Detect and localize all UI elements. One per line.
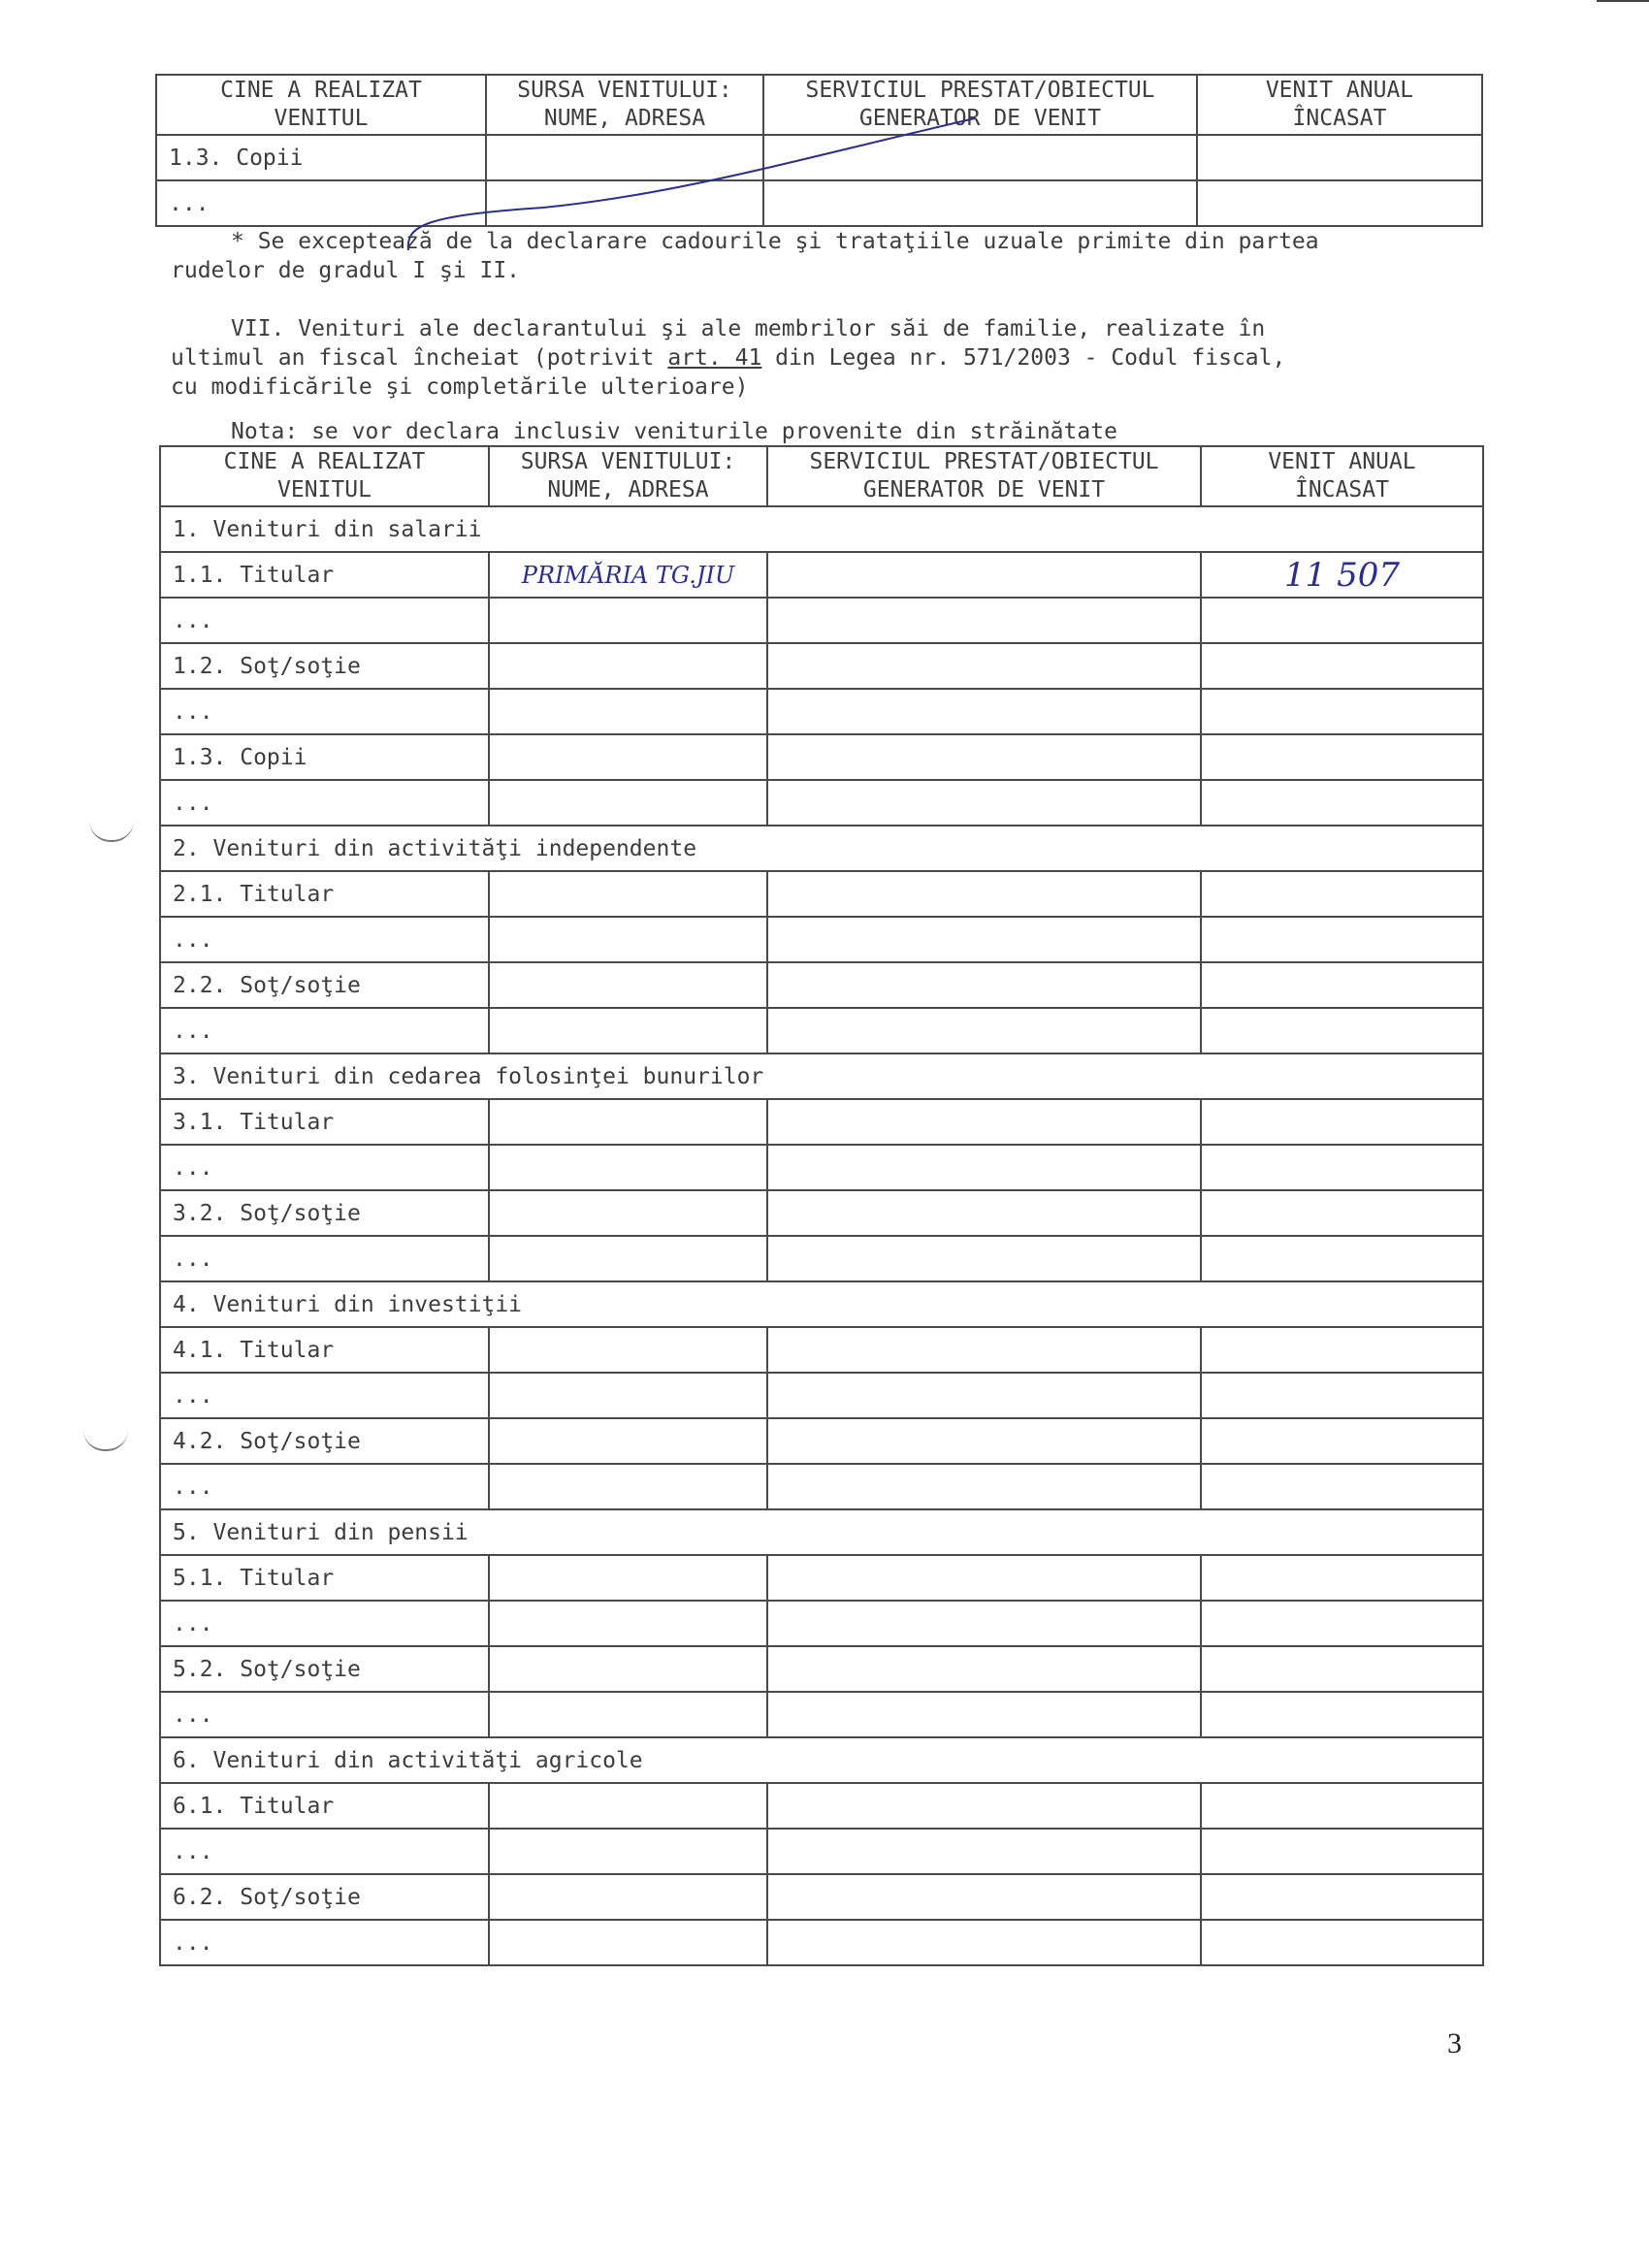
service-cell — [767, 1327, 1201, 1373]
source-cell — [489, 1418, 767, 1464]
section-text: din Legea nr. 571/2003 - Codul fiscal, — [775, 345, 1286, 371]
service-cell — [767, 1555, 1201, 1601]
source-cell — [489, 689, 767, 734]
table-row — [160, 734, 1483, 780]
source-cell — [489, 1874, 767, 1920]
row-label: 2.2. Soţ/soţie — [160, 962, 489, 1008]
row-label: 6.1. Titular — [160, 1783, 489, 1829]
service-cell — [767, 1190, 1201, 1236]
income-cell — [1201, 1464, 1483, 1509]
income-cell — [1201, 1783, 1483, 1829]
section-vii-line: cu modificările şi completările ulterioare) — [171, 374, 749, 400]
note-line: Nota: se vor declara inclusiv veniturile provenite din străinătate — [231, 419, 1117, 444]
income-table — [159, 445, 1484, 1966]
table-row — [160, 780, 1483, 826]
row-label: 1.1. Titular — [160, 552, 489, 598]
section-row — [160, 1053, 1483, 1099]
source-cell — [489, 1555, 767, 1601]
row-label: ... — [160, 1373, 489, 1418]
header-cell-who: CINE A REALIZAT VENITUL — [156, 75, 486, 135]
header-cell-source: SURSA VENITULUI: NUME, ADRESA — [486, 75, 763, 135]
row-label: ... — [160, 1920, 489, 1965]
section-title: 2. Venituri din activităţi independente — [160, 826, 1483, 871]
service-cell — [767, 598, 1201, 643]
section-row — [160, 506, 1483, 552]
income-cell — [1201, 962, 1483, 1008]
service-cell — [767, 1829, 1201, 1874]
income-cell — [1201, 643, 1483, 689]
service-cell — [767, 1373, 1201, 1418]
header-cell-income: VENIT ANUAL ÎNCASAT — [1201, 446, 1483, 506]
income-cell — [1201, 1418, 1483, 1464]
header-cell-who: CINE A REALIZAT VENITUL — [160, 446, 489, 506]
row-label: 1.3. Copii — [156, 135, 486, 180]
income-cell — [1201, 1920, 1483, 1965]
service-cell — [767, 1783, 1201, 1829]
source-cell — [489, 643, 767, 689]
source-cell — [489, 1920, 767, 1965]
income-cell — [1201, 1874, 1483, 1920]
source-cell — [489, 1829, 767, 1874]
row-label: 1.2. Soţ/soţie — [160, 643, 489, 689]
row-label: ... — [160, 1145, 489, 1190]
source-cell — [489, 734, 767, 780]
row-label: 6.2. Soţ/soţie — [160, 1874, 489, 1920]
income-cell — [1201, 1646, 1483, 1692]
service-cell — [767, 552, 1201, 598]
income-cell — [1201, 917, 1483, 962]
table-row — [160, 1646, 1483, 1692]
service-cell — [767, 1874, 1201, 1920]
table-row — [160, 1373, 1483, 1418]
table-row — [160, 1145, 1483, 1190]
row-label: 4.2. Soţ/soţie — [160, 1418, 489, 1464]
section-text: ultimul an fiscal încheiat (potrivit — [171, 345, 655, 371]
table-row — [160, 962, 1483, 1008]
service-cell — [767, 917, 1201, 962]
service-cell — [767, 1099, 1201, 1145]
service-cell — [767, 1008, 1201, 1053]
service-cell — [767, 1601, 1201, 1646]
row-label: 5.1. Titular — [160, 1555, 489, 1601]
section-title: 1. Venituri din salarii — [160, 506, 1483, 552]
table-row — [160, 871, 1483, 917]
section-title: 5. Venituri din pensii — [160, 1509, 1483, 1555]
table-row — [160, 1236, 1483, 1281]
section-title: 3. Venituri din cedarea folosinţei bunurilor — [160, 1053, 1483, 1099]
service-cell — [767, 871, 1201, 917]
service-cell — [767, 1646, 1201, 1692]
table-row — [160, 1874, 1483, 1920]
header-cell-service: SERVICIUL PRESTAT/OBIECTUL GENERATOR DE VENIT — [763, 75, 1197, 135]
section-number: VII. — [231, 316, 285, 341]
income-cell — [1201, 1555, 1483, 1601]
header-cell-source: SURSA VENITULUI: NUME, ADRESA — [489, 446, 767, 506]
table-row — [160, 1555, 1483, 1601]
service-cell — [767, 1145, 1201, 1190]
income-cell — [1201, 871, 1483, 917]
source-cell — [489, 1601, 767, 1646]
table-row — [160, 598, 1483, 643]
service-cell — [767, 734, 1201, 780]
income-cell — [1201, 1601, 1483, 1646]
source-cell — [489, 598, 767, 643]
row-label: 3.2. Soţ/soţie — [160, 1190, 489, 1236]
header-cell-income: VENIT ANUAL ÎNCASAT — [1197, 75, 1482, 135]
income-cell — [1201, 1008, 1483, 1053]
section-row — [160, 1281, 1483, 1327]
income-cell — [1201, 1327, 1483, 1373]
income-cell — [1201, 689, 1483, 734]
row-label: ... — [160, 917, 489, 962]
service-cell — [767, 643, 1201, 689]
source-cell — [489, 1646, 767, 1692]
section-title: 6. Venituri din activităţi agricole — [160, 1737, 1483, 1783]
row-label: ... — [160, 1692, 489, 1737]
section-row — [160, 1737, 1483, 1783]
source-cell — [489, 962, 767, 1008]
table-row — [160, 1783, 1483, 1829]
section-row — [160, 826, 1483, 871]
row-label: 3.1. Titular — [160, 1099, 489, 1145]
service-cell — [767, 1464, 1201, 1509]
table-row — [160, 689, 1483, 734]
footnote-line: rudelor de gradul I şi II. — [171, 258, 521, 283]
row-label: ... — [160, 1829, 489, 1874]
income-cell — [1201, 1692, 1483, 1737]
section-title: 4. Venituri din investiţii — [160, 1281, 1483, 1327]
income-handwritten-cell: 11 507 — [1201, 552, 1483, 598]
row-label: ... — [160, 1008, 489, 1053]
row-label: ... — [160, 1601, 489, 1646]
table-row — [160, 643, 1483, 689]
income-cell — [1201, 1099, 1483, 1145]
row-label: 5.2. Soţ/soţie — [160, 1646, 489, 1692]
row-label: ... — [160, 1236, 489, 1281]
table-row — [160, 552, 1483, 598]
source-cell — [489, 871, 767, 917]
source-cell — [489, 1783, 767, 1829]
source-cell — [489, 1236, 767, 1281]
source-cell — [489, 1145, 767, 1190]
income-cell — [1201, 1145, 1483, 1190]
section-vii-heading — [231, 314, 1265, 343]
table-row — [160, 1920, 1483, 1965]
footnote-line: * Se exceptează de la declarare cadourile şi trataţiile uzuale primite din partea — [231, 229, 1319, 254]
row-label: ... — [156, 180, 486, 226]
table-row — [160, 1829, 1483, 1874]
source-cell — [489, 1464, 767, 1509]
table-row — [160, 1190, 1483, 1236]
section-vii-line — [171, 343, 1285, 373]
source-cell — [489, 1099, 767, 1145]
service-cell — [767, 1236, 1201, 1281]
section-row — [160, 1509, 1483, 1555]
table-row — [160, 1601, 1483, 1646]
income-cell — [1201, 1829, 1483, 1874]
row-label: ... — [160, 780, 489, 826]
income-cell — [1201, 1236, 1483, 1281]
source-cell — [489, 1190, 767, 1236]
service-cell — [767, 1418, 1201, 1464]
row-label: ... — [160, 689, 489, 734]
service-cell — [767, 1920, 1201, 1965]
table-row — [160, 1418, 1483, 1464]
income-cell — [1201, 1190, 1483, 1236]
table-row — [160, 1008, 1483, 1053]
page-number: 3 — [1447, 2027, 1462, 2059]
table-row — [160, 1099, 1483, 1145]
row-label: ... — [160, 598, 489, 643]
source-cell — [489, 1373, 767, 1418]
source-cell — [489, 1327, 767, 1373]
source-cell — [489, 1008, 767, 1053]
service-cell — [767, 962, 1201, 1008]
table-row — [160, 1327, 1483, 1373]
law-article-link[interactable]: art. 41 — [667, 345, 762, 371]
row-label: 1.3. Copii — [160, 734, 489, 780]
income-cell — [1201, 598, 1483, 643]
service-cell — [767, 1692, 1201, 1737]
source-cell — [489, 917, 767, 962]
income-cell — [1201, 734, 1483, 780]
income-cell — [1201, 780, 1483, 826]
service-cell — [767, 689, 1201, 734]
section-text: Venituri ale declarantului şi ale membrilor săi de familie, realizate în — [298, 316, 1266, 341]
service-cell — [767, 780, 1201, 826]
row-label: 4.1. Titular — [160, 1327, 489, 1373]
header-cell-service: SERVICIUL PRESTAT/OBIECTUL GENERATOR DE VENIT — [767, 446, 1201, 506]
income-cell — [1201, 1373, 1483, 1418]
row-label: 2.1. Titular — [160, 871, 489, 917]
source-handwritten-cell: PRIMĂRIA TG.JIU — [489, 552, 767, 598]
table-header-row — [160, 446, 1483, 506]
row-label: ... — [160, 1464, 489, 1509]
source-cell — [489, 780, 767, 826]
table-row — [160, 917, 1483, 962]
source-cell — [489, 1692, 767, 1737]
table-row — [160, 1692, 1483, 1737]
table-row — [160, 1464, 1483, 1509]
